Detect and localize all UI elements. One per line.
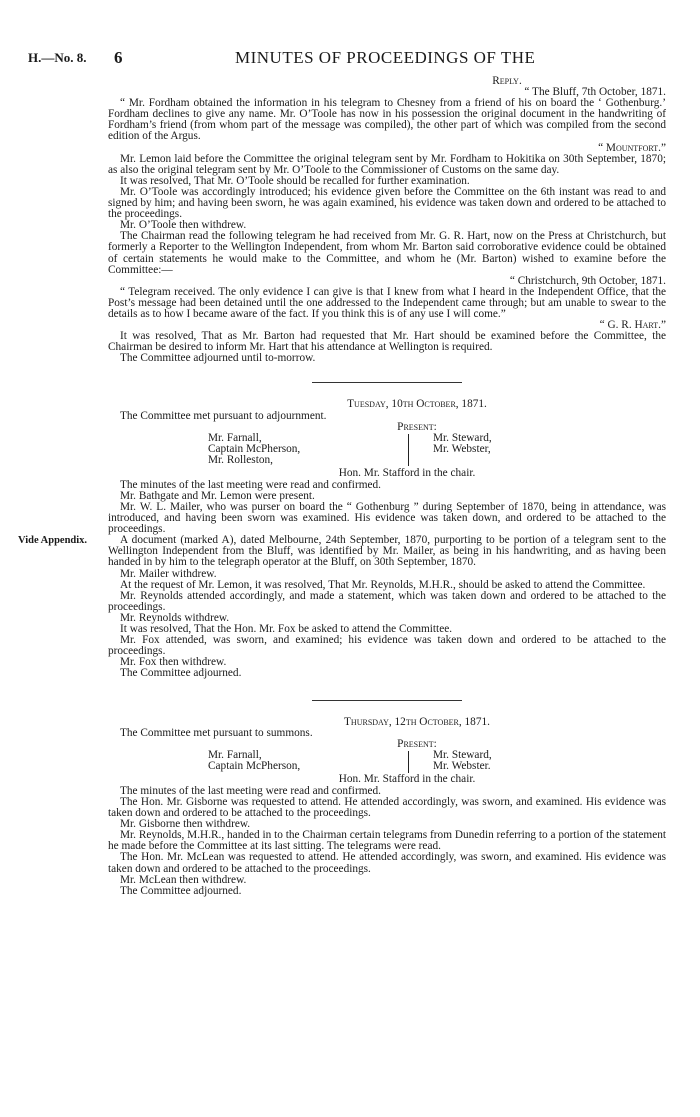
reply-signature: “ Mountfort.” [598,141,666,154]
paragraph: Mr. Reynolds attended accordingly, and made a statement, which was taken down and ordered to be attached to the proceedings. [108,589,666,613]
members-left-column [208,433,300,466]
member-name: Mr. Farnall, [208,748,262,761]
paragraph: Mr. Mailer withdrew. [120,567,217,580]
paragraph: The Committee adjourned until to-morrow. [120,352,316,365]
present-label: Present: [397,420,437,433]
paragraph: Mr. Fox then withdrew. [120,656,227,669]
present-label: Present: [397,737,437,750]
telegram-dateline: “ Christchurch, 9th October, 1871. [509,274,666,287]
paragraph: Mr. Fox attended, was sworn, and examined; his evidence was taken down and ordered to be attached to the proceedings. [108,634,666,658]
paragraph: It was resolved, That Mr. O’Toole should be recalled for further examination. [120,174,470,187]
member-name: Mr. Farnall, [208,431,262,444]
member-name: Mr. Rolleston, [208,453,273,466]
paragraph: Mr. O’Toole then withdrew. [120,219,247,232]
members-right-column [433,750,492,772]
paragraph: Mr. Lemon laid before the Committee the original telegram sent by Mr. Fordham to Hokitika on 30th September, 1870; as also the original telegram sent by Mr. O’Toole to the Commissioner of Customs on the same day. [108,152,666,176]
paragraph: It was resolved, That as Mr. Barton had requested that Mr. Hart should be examined before the Committee, the Chairman be desired to inform Mr. Hart that his attendance at Wellington is required. [108,330,666,354]
paragraph: The Chairman read the following telegram he had received from Mr. G. R. Hart, now on the Press at Christchurch, but formerly a Reporter to the Wellington Independent, from whom Mr. Barton said corroborative evidence could be obtained of certain statements he would make to the Committee, and whom he (Mr. Barton) wished to examine before the Committee:— [108,230,666,276]
reply-dateline: “ The Bluff, 7th October, 1871. [524,86,666,99]
paragraph: It was resolved, That the Hon. Mr. Fox be asked to attend the Committee. [120,623,453,636]
members-present [108,750,666,774]
appendix-paragraph-block [18,534,666,569]
paragraph: The Committee adjourned. [120,884,242,897]
brace-line [408,751,409,773]
brace-line [408,434,409,466]
page-number: 6 [114,48,123,67]
running-title: MINUTES OF PROCEEDINGS OF THE [235,48,536,67]
paragraph: Mr. W. L. Mailer, who was purser on board the “ Gothenburg ” during September of 1870, being in attendance, was introduced, and having been sworn was examined. His evidence was taken down, and ordered to be attached to the proceedings. [108,501,666,536]
page-header [28,48,672,70]
member-name: Mr. Steward, [433,431,492,444]
members-right-column [433,433,492,455]
session-date-heading: Tuesday, 10th October, 1871. [347,398,487,411]
telegram-signature: “ G. R. Hart.” [599,319,666,332]
paragraph: Mr. Gisborne then withdrew. [120,818,251,831]
section-divider [312,382,462,383]
paragraph: Mr. Reynolds, M.H.R., handed in to the Chairman certain telegrams from Dunedin referring to a portion of the statement he made before the Committee at its last sitting. The telegrams were read. [108,829,666,853]
member-name: Mr. Webster, [433,442,491,455]
paragraph: The Hon. Mr. McLean was requested to attend. He attended accordingly, was sworn, and examined. His evidence was taken down and ordered to be attached to the proceedings. [108,851,666,875]
paragraph: Mr. Reynolds withdrew. [120,611,230,624]
member-name: Mr. Webster. [433,759,491,772]
session-date-heading: Thursday, 12th October, 1871. [344,715,490,728]
margin-note: Vide Appendix. [18,535,88,547]
members-left-column [208,750,300,772]
members-present [108,433,666,468]
section-divider [312,700,462,701]
document-reference: H.—No. 8. [28,50,87,65]
paragraph: The Committee met pursuant to summons. [120,726,313,739]
page-body [18,75,666,897]
member-name: Captain McPherson, [208,442,301,455]
paragraph: Mr. McLean then withdrew. [120,873,247,886]
member-name: Captain McPherson, [208,759,301,772]
paragraph: Mr. O’Toole was accordingly introduced; his evidence given before the Committee on the 6th instant was read to and signed by him; and having been sworn, he was again examined, his evidence was taken down and ordered to be attached to the proceedings. [108,185,666,221]
member-name: Mr. Steward, [433,748,492,761]
paragraph: The minutes of the last meeting were read and confirmed. [120,478,381,491]
chair-line: Hon. Mr. Stafford in the chair. [338,466,476,479]
telegram-body: “ Telegram received. The only evidence I can give is that I knew from what I heard in the Independent Office, that the Post’s message had been detained until the one addressed to the Independent came through; but am unable to swear to the details as to how I became aware of the fact. If you think this is of any use I will come.” [108,285,666,320]
paragraph: The Committee adjourned. [120,667,242,680]
chair-line: Hon. Mr. Stafford in the chair. [338,772,476,785]
reply-heading: Reply. [492,75,522,87]
paragraph: At the request of Mr. Lemon, it was resolved, That Mr. Reynolds, M.H.R., should be asked to attend the Committee. [120,578,646,591]
paragraph: A document (marked A), dated Melbourne, 24th September, 1870, purporting to be portion of a telegram sent to the Wellington Independent from the Bluff, was identified by Mr. Mailer, as being in his handwriting, and as having been handed in by him to the telegraph operator at the Bluff, on 30th September, 1870. [108,534,666,569]
paragraph: The minutes of the last meeting were read and confirmed. [120,784,381,797]
paragraph: Mr. Bathgate and Mr. Lemon were present. [120,489,315,502]
reply-body: “ Mr. Fordham obtained the information in his telegram to Chesney from a friend of his on board the ‘ Gothenburg.’ Fordham declines to give any name. Mr. O’Toole has now in his possession the original document in the handwriting of Fordham’s friend (from whom part of the message was compiled), the other part of which was compiled from the second edition of the Argus. [108,97,666,143]
paragraph: The Hon. Mr. Gisborne was requested to attend. He attended accordingly, was sworn, and examined. His evidence was taken down and ordered to be attached to the proceedings. [108,795,666,820]
paragraph: The Committee met pursuant to adjournment. [120,409,327,422]
